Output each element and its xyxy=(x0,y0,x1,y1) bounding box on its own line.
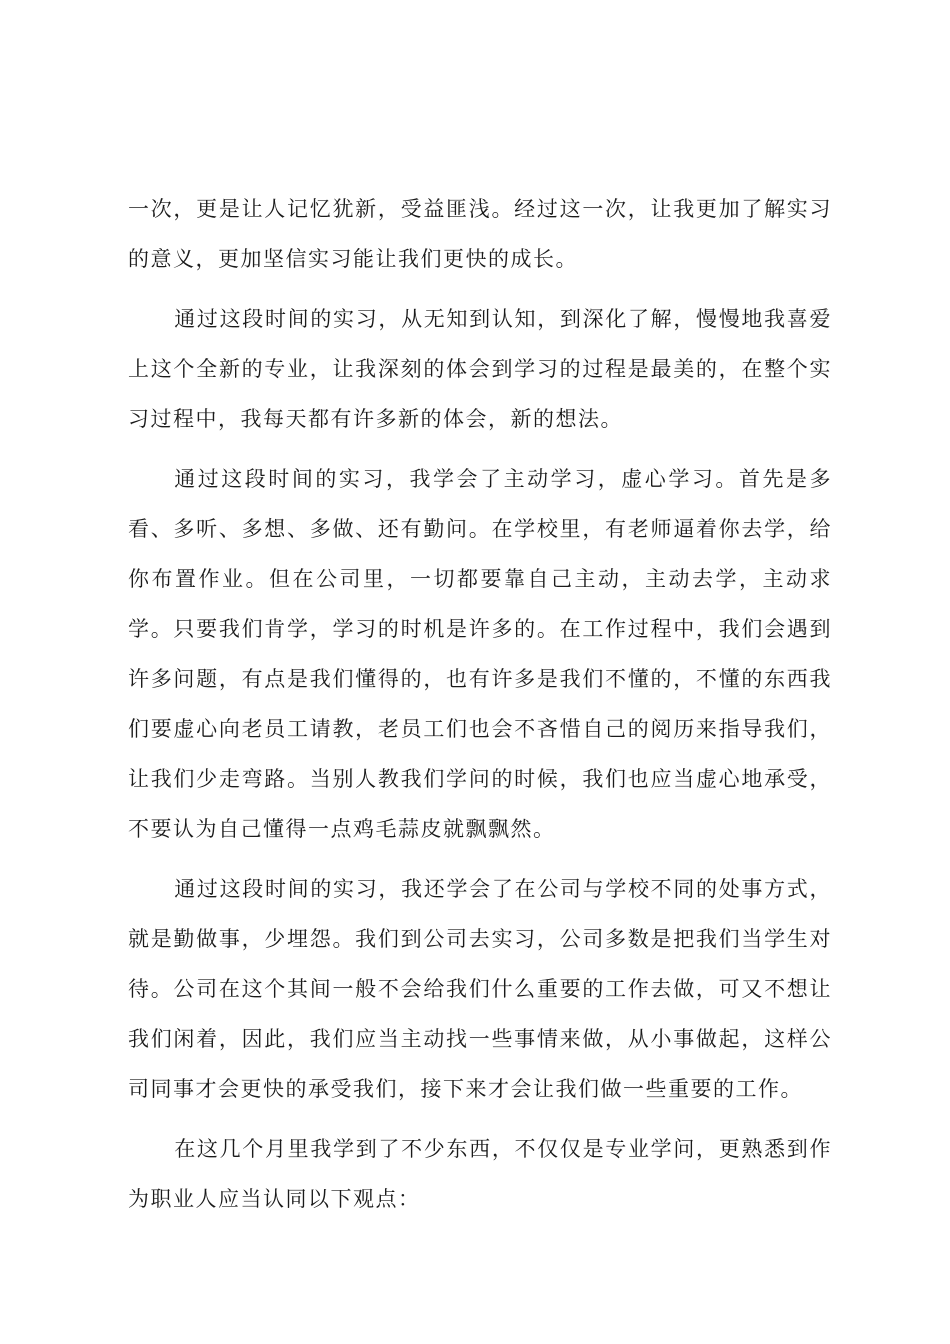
paragraph-active-learning: 通过这段时间的实习，我学会了主动学习，虚心学习。首先是多看、多听、多想、多做、还有勤问。在学校里，有老师逼着你去学，给你布置作业。但在公司里，一切都要靠自己主动，主动去学，主动求学。只要我们肯学，学习的时机是许多的。在工作过程中，我们会遇到许多问题，有点是我们懂得的，也有许多是我们不懂的，不懂的东西我们要虚心向老员工请教，老员工们也会不吝惜自己的阅历来指导我们，让我们少走弯路。当别人教我们学问的时候，我们也应当虚心地承受，不要认为自己懂得一点鸡毛蒜皮就飘飘然。 xyxy=(128,467,832,841)
body-text xyxy=(128,184,832,1234)
paragraph-continuation: 一次，更是让人记忆犹新，受益匪浅。经过这一次，让我更加了解实习的意义，更加坚信实习能让我们更快的成长。 xyxy=(128,197,832,271)
paragraph-viewpoints-intro: 在这几个月里我学到了不少东西，不仅仅是专业学问，更熟悉到作为职业人应当认同以下观点： xyxy=(128,1137,832,1211)
paragraph-work-attitude: 通过这段时间的实习，我还学会了在公司与学校不同的处事方式，就是勤做事，少埋怨。我们到公司去实习，公司多数是把我们当学生对待。公司在这个其间一般不会给我们什么重要的工作去做，可又不想让我们闲着，因此，我们应当主动找一些事情来做，从小事做起，这样公司同事才会更快的承受我们，接下来才会让我们做一些重要的工作。 xyxy=(128,877,832,1101)
paragraph-learning-process: 通过这段时间的实习，从无知到认知，到深化了解，慢慢地我喜爱上这个全新的专业，让我深刻的体会到学习的过程是最美的，在整个实习过程中，我每天都有许多新的体会，新的想法。 xyxy=(128,307,832,431)
